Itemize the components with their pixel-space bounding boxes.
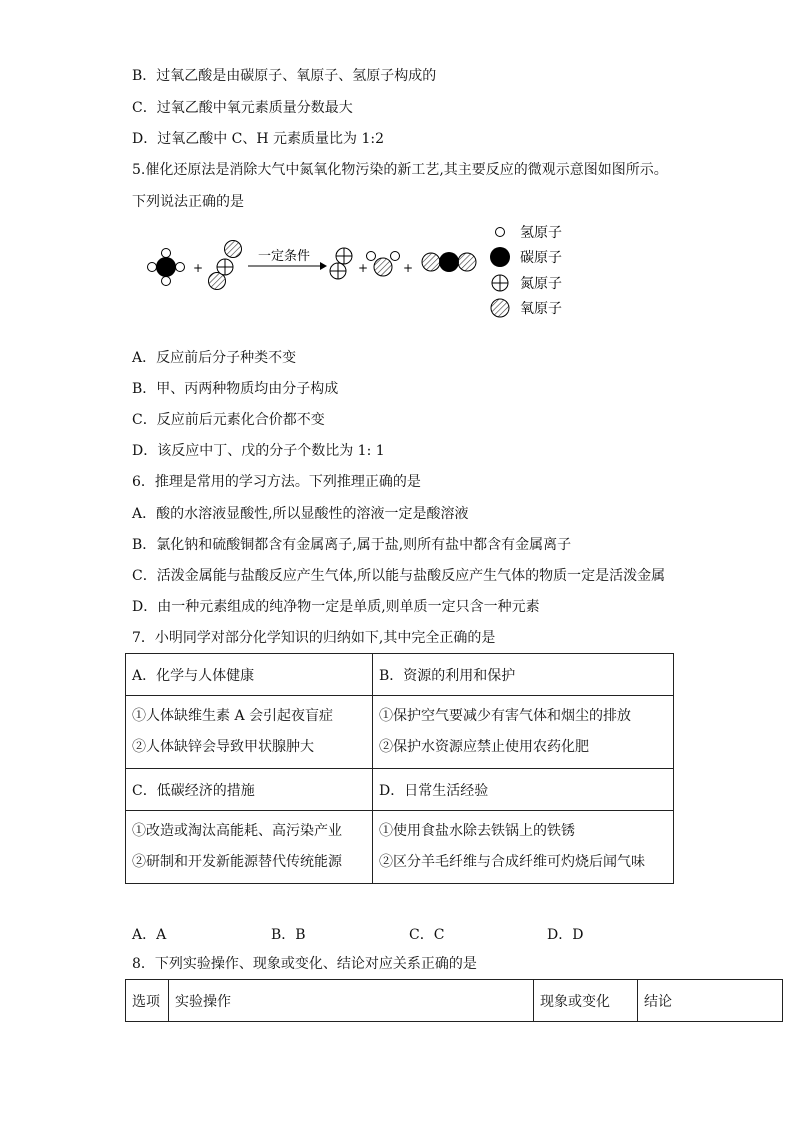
q7-cell-b-title: B．资源的利用和保护 xyxy=(373,654,674,696)
q7-b-item-2: ②保护水资源应禁止使用农药化肥 xyxy=(379,739,589,755)
q7-cell-c-title: C．低碳经济的措施 xyxy=(126,769,373,811)
hydrogen-atom-icon xyxy=(496,228,505,237)
legend-carbon: 碳原子 xyxy=(520,250,562,266)
nitrogen-atom-icon xyxy=(492,275,508,291)
q7-a-item-2: ②人体缺锌会导致甲状腺肿大 xyxy=(132,739,314,755)
q8-header-conclusion: 结论 xyxy=(638,980,783,1022)
q7-d-item-1: ①使用食盐水除去铁锅上的铁锈 xyxy=(379,823,575,839)
q7-cell-a-title: A．化学与人体健康 xyxy=(126,654,373,696)
q4-option-c: C．过氧乙酸中氧元素质量分数最大 xyxy=(132,100,353,116)
q7-option-b: B．B xyxy=(271,927,306,943)
plus-sign-1: + xyxy=(192,261,204,275)
q7-b-item-1: ①保护空气要减少有害气体和烟尘的排放 xyxy=(379,708,631,724)
q7-cell-d-title: D．日常生活经验 xyxy=(373,769,674,811)
q6-stem: 6．推理是常用的学习方法。下列推理正确的是 xyxy=(132,474,421,490)
water-molecule xyxy=(367,252,400,277)
legend-nitrogen: 氮原子 xyxy=(520,276,562,292)
q7-cell-c-items xyxy=(126,811,373,884)
q5-option-c: C．反应前后元素化合价都不变 xyxy=(132,412,325,428)
q7-option-c: C．C xyxy=(409,927,445,943)
q8-stem: 8．下列实验操作、现象或变化、结论对应关系正确的是 xyxy=(132,956,477,972)
q5-stem-line2: 下列说法正确的是 xyxy=(132,194,244,210)
q4-option-b: B．过氧乙酸是由碳原子、氧原子、氢原子构成的 xyxy=(132,68,437,84)
plus-sign-3: + xyxy=(402,261,414,275)
plus-sign-2: + xyxy=(357,261,369,275)
q8-header-phenomenon: 现象或变化 xyxy=(534,980,638,1022)
oxygen-atom-icon xyxy=(491,299,509,317)
q7-c-item-1: ①改造或淘汰高能耗、高污染产业 xyxy=(132,823,342,839)
arrow-head-icon xyxy=(320,262,327,270)
q5-option-a: A．反应前后分子种类不变 xyxy=(132,350,297,366)
q7-a-item-1: ①人体缺维生素 A 会引起夜盲症 xyxy=(132,708,334,724)
q7-table xyxy=(125,653,674,884)
q7-option-a: A．A xyxy=(132,927,167,943)
q5-option-b: B．甲、丙两种物质均由分子构成 xyxy=(132,381,339,397)
legend-oxygen: 氧原子 xyxy=(520,301,562,317)
q5-stem-line1: 5.催化还原法是消除大气中氮氧化物污染的新工艺,其主要反应的微观示意图如图所示。 xyxy=(132,162,668,178)
q7-c-item-2: ②研制和开发新能源替代传统能源 xyxy=(132,854,342,870)
carbon-dioxide-molecule xyxy=(422,252,476,272)
q8-header-option: 选项 xyxy=(126,980,169,1022)
carbon-atom-icon xyxy=(490,247,510,267)
reaction-condition: 一定条件 xyxy=(257,249,311,264)
q7-cell-a-items xyxy=(126,696,373,769)
legend-hydrogen: 氢原子 xyxy=(520,225,562,241)
q7-d-item-2: ②区分羊毛纤维与合成纤维可灼烧后闻气味 xyxy=(379,854,645,870)
q6-option-d: D．由一种元素组成的纯净物一定是单质,则单质一定只含一种元素 xyxy=(132,599,540,615)
q6-option-a: A．酸的水溶液显酸性,所以显酸性的溶液一定是酸溶液 xyxy=(132,506,469,522)
q7-option-d: D．D xyxy=(547,927,584,943)
q5-option-d: D．该反应中丁、戊的分子个数比为 1: 1 xyxy=(132,443,385,459)
q4-option-d: D．过氧乙酸中 C、H 元素质量比为 1:2 xyxy=(132,131,385,147)
legend xyxy=(490,225,562,317)
q7-stem: 7．小明同学对部分化学知识的归纳如下,其中完全正确的是 xyxy=(132,630,496,646)
nitrogen-dioxide-molecule xyxy=(209,241,242,290)
q8-table xyxy=(125,979,783,1022)
q8-header-operation: 实验操作 xyxy=(169,980,534,1022)
q7-cell-d-items xyxy=(373,811,674,884)
reaction-diagram xyxy=(140,222,580,322)
q6-option-b: B．氯化钠和硫酸铜都含有金属离子,属于盐,则所有盐中都含有金属离子 xyxy=(132,537,572,553)
q7-cell-b-items xyxy=(373,696,674,769)
nitrogen-molecule xyxy=(330,248,352,279)
q6-option-c: C．活泼金属能与盐酸反应产生气体,所以能与盐酸反应产生气体的物质一定是活泼金属 xyxy=(132,568,666,584)
methane-molecule xyxy=(148,249,185,286)
